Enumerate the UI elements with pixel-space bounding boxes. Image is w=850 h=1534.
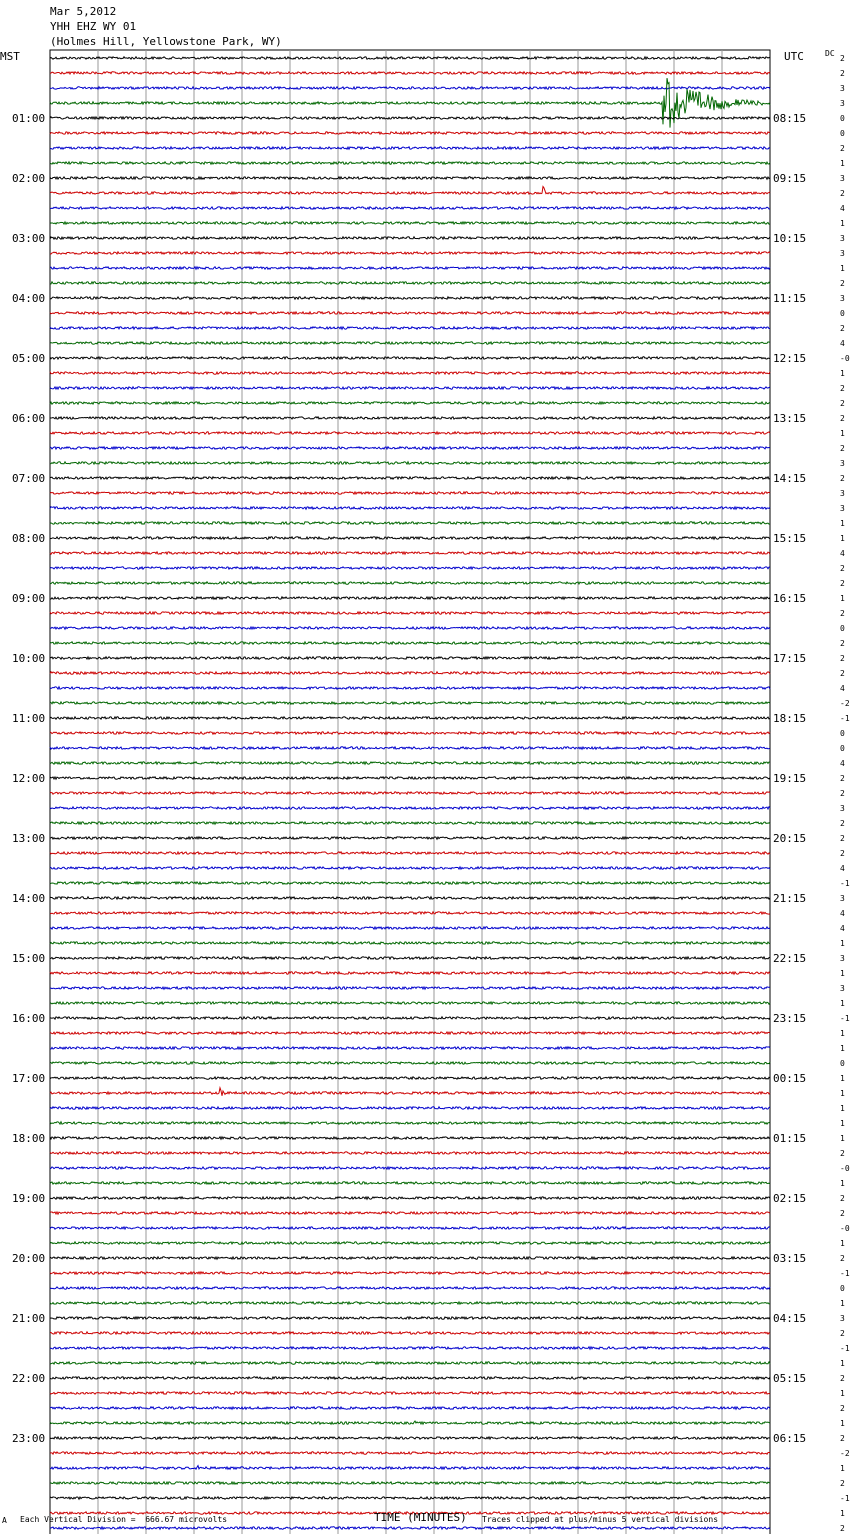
seismic-trace-row <box>50 1122 770 1124</box>
dc-offset-value: 1 <box>840 1044 845 1053</box>
left-hour-label: 12:00 <box>12 772 46 785</box>
dc-offset-value: 1 <box>840 1119 845 1128</box>
dc-offset-value: 3 <box>840 99 845 108</box>
dc-offset-value: 2 <box>840 639 845 648</box>
dc-offset-value: 2 <box>840 69 845 78</box>
seismic-trace-row <box>50 222 770 224</box>
dc-offset-value: 3 <box>840 804 845 813</box>
dc-offset-value: 2 <box>840 474 845 483</box>
seismic-trace-row <box>50 792 770 794</box>
seismic-trace-row <box>50 1212 770 1214</box>
dc-offset-value: 2 <box>840 1209 845 1218</box>
left-hour-label: 17:00 <box>12 1072 46 1085</box>
dc-offset-value: 2 <box>840 789 845 798</box>
right-hour-label: 18:15 <box>773 712 807 725</box>
dc-offset-value: 2 <box>840 774 845 783</box>
dc-offset-value: 3 <box>840 294 845 303</box>
dc-offset-value: 0 <box>840 744 845 753</box>
right-hour-label: 22:15 <box>773 952 807 965</box>
dc-offset-value: 2 <box>840 654 845 663</box>
dc-offset-value: 1 <box>840 1509 845 1518</box>
seismic-trace-row <box>50 387 770 389</box>
seismic-trace-row <box>50 162 770 164</box>
dc-offset-value: 1 <box>840 939 845 948</box>
left-hour-label: 20:00 <box>12 1252 46 1265</box>
dc-offset-value: 2 <box>840 444 845 453</box>
seismic-trace-row <box>50 732 770 734</box>
seismic-trace-row <box>50 237 770 239</box>
dc-offset-value: -2 <box>840 1449 850 1458</box>
dc-offset-value: 1 <box>840 429 845 438</box>
dc-offset-value: 2 <box>840 849 845 858</box>
seismic-trace-row <box>50 1137 770 1139</box>
seismic-trace-row <box>50 567 770 569</box>
left-hour-label: 05:00 <box>12 352 46 365</box>
dc-offset-value: 2 <box>840 1374 845 1383</box>
right-hour-label: 03:15 <box>773 1252 807 1265</box>
seismic-trace-row <box>50 612 770 614</box>
dc-offset-value: 1 <box>840 1419 845 1428</box>
dc-offset-value: 2 <box>840 834 845 843</box>
dc-offset-value: 2 <box>840 1149 845 1158</box>
seismic-trace-row <box>50 1182 770 1184</box>
left-hour-label: 16:00 <box>12 1012 46 1025</box>
right-hour-label: 12:15 <box>773 352 807 365</box>
seismic-trace-row <box>50 912 770 914</box>
dc-offset-value: 1 <box>840 1089 845 1098</box>
dc-offset-value: 1 <box>840 1134 845 1143</box>
left-hour-label: 09:00 <box>12 592 46 605</box>
x-axis-title: TIME (MINUTES) <box>374 1511 467 1524</box>
dc-offset-value: 2 <box>840 1404 845 1413</box>
seismic-trace-row <box>50 1227 770 1229</box>
seismic-trace-row <box>50 462 770 464</box>
dc-offset-value: 1 <box>840 594 845 603</box>
left-hour-label: 18:00 <box>12 1132 46 1145</box>
seismic-trace-row <box>50 552 770 554</box>
left-hour-label: 06:00 <box>12 412 46 425</box>
left-hour-label: 21:00 <box>12 1312 46 1325</box>
dc-offset-value: 1 <box>840 534 845 543</box>
left-hour-label: 14:00 <box>12 892 46 905</box>
dc-offset-value: 1 <box>840 1104 845 1113</box>
seismic-trace-row <box>50 1302 770 1304</box>
dc-offset-value: 3 <box>840 489 845 498</box>
seismic-trace-row <box>50 1047 770 1049</box>
left-hour-label: 02:00 <box>12 172 46 185</box>
seismic-trace-row <box>50 327 770 329</box>
seismic-trace-row <box>50 432 770 434</box>
seismic-trace-row <box>50 357 770 359</box>
right-hour-label: 00:15 <box>773 1072 807 1085</box>
seismic-trace-row <box>50 507 770 509</box>
right-hour-label: 14:15 <box>773 472 807 485</box>
dc-offset-value: 0 <box>840 624 845 633</box>
seismic-trace-row <box>50 972 770 974</box>
seismic-trace-row <box>50 1407 770 1409</box>
dc-offset-value: 1 <box>840 1299 845 1308</box>
dc-offset-value: -0 <box>840 354 850 363</box>
seismic-trace-row <box>50 597 770 599</box>
dc-offset-value: 2 <box>840 819 845 828</box>
corner-mark: A <box>2 1516 7 1525</box>
seismic-trace-row <box>50 1002 770 1004</box>
left-hour-label: 10:00 <box>12 652 46 665</box>
seismic-trace-row <box>50 57 770 59</box>
dc-offset-value: 0 <box>840 114 845 123</box>
dc-offset-value: 4 <box>840 909 845 918</box>
dc-offset-value: 1 <box>840 1359 845 1368</box>
right-hour-label: 15:15 <box>773 532 807 545</box>
right-hour-label: 01:15 <box>773 1132 807 1145</box>
dc-offset-value: -2 <box>840 699 850 708</box>
seismic-trace-row <box>50 942 770 944</box>
left-hour-label: 03:00 <box>12 232 46 245</box>
dc-offset-header: DC <box>825 49 835 58</box>
left-hour-label: 07:00 <box>12 472 46 485</box>
dc-offset-value: 2 <box>840 1254 845 1263</box>
dc-offset-value: 4 <box>840 759 845 768</box>
clipping-note: Traces clipped at plus/minus 5 vertical divisions <box>482 1515 719 1524</box>
seismic-trace-row <box>50 1437 770 1439</box>
dc-offset-value: -0 <box>840 1224 850 1233</box>
seismic-trace-row <box>50 147 770 149</box>
station-location: (Holmes Hill, Yellowstone Park, WY) <box>50 35 282 48</box>
dc-offset-value: 1 <box>840 219 845 228</box>
dc-offset-value: 3 <box>840 459 845 468</box>
seismic-trace-row <box>50 537 770 539</box>
left-hour-label: 08:00 <box>12 532 46 545</box>
seismic-trace-row <box>50 267 770 269</box>
dc-offset-value: 3 <box>840 1314 845 1323</box>
seismic-trace-row <box>50 1077 770 1079</box>
dc-offset-value: -1 <box>840 1344 850 1353</box>
right-hour-label: 08:15 <box>773 112 807 125</box>
seismic-trace-row <box>50 522 770 524</box>
left-hour-label: 04:00 <box>12 292 46 305</box>
right-hour-label: 11:15 <box>773 292 807 305</box>
vertical-scale-note: Each Vertical Division = 666.67 microvolts <box>20 1515 228 1524</box>
seismic-trace-row <box>50 957 770 959</box>
seismic-trace-row <box>50 372 770 374</box>
left-hour-label: 13:00 <box>12 832 46 845</box>
seismic-trace-row <box>50 1032 770 1034</box>
right-hour-label: 13:15 <box>773 412 807 425</box>
dc-offset-value: 3 <box>840 249 845 258</box>
seismic-trace-row <box>50 1088 770 1096</box>
seismic-trace-row <box>50 177 770 179</box>
seismic-trace-row <box>50 447 770 449</box>
right-hour-label: 05:15 <box>773 1372 807 1385</box>
dc-offset-value: -1 <box>840 879 850 888</box>
dc-offset-value: 2 <box>840 384 845 393</box>
right-hour-label: 19:15 <box>773 772 807 785</box>
seismic-trace-row <box>50 672 770 674</box>
seismic-trace-row <box>50 1466 770 1470</box>
dc-offset-value: 1 <box>840 369 845 378</box>
dc-offset-value: 2 <box>840 279 845 288</box>
right-hour-label: 17:15 <box>773 652 807 665</box>
dc-offset-value: 0 <box>840 309 845 318</box>
seismic-trace-row <box>50 687 770 689</box>
dc-offset-value: 3 <box>840 234 845 243</box>
seismic-trace-row <box>50 1257 770 1259</box>
seismic-trace-row <box>50 72 770 74</box>
seismic-trace-row <box>50 897 770 899</box>
seismic-trace-row <box>50 492 770 494</box>
dc-offset-value: 4 <box>840 924 845 933</box>
seismic-trace-row <box>50 642 770 644</box>
left-hour-label: 15:00 <box>12 952 46 965</box>
seismic-trace-row <box>50 207 770 209</box>
seismic-trace-row <box>50 807 770 809</box>
seismic-trace-row <box>50 777 770 779</box>
left-hour-label: 22:00 <box>12 1372 46 1385</box>
dc-offset-value: 1 <box>840 1029 845 1038</box>
dc-offset-value: 0 <box>840 1284 845 1293</box>
dc-offset-value: 1 <box>840 264 845 273</box>
left-hour-label: 01:00 <box>12 112 46 125</box>
seismic-trace-row <box>50 282 770 284</box>
dc-offset-value: 2 <box>840 564 845 573</box>
dc-offset-value: 1 <box>840 1239 845 1248</box>
station-code: YHH EHZ WY 01 <box>50 20 137 33</box>
dc-offset-value: 2 <box>840 324 845 333</box>
dc-offset-value: 2 <box>840 54 845 63</box>
seismic-trace-row <box>50 1362 770 1364</box>
seismic-trace-row <box>50 297 770 299</box>
seismic-trace-row <box>50 582 770 584</box>
seismic-trace-row <box>50 627 770 629</box>
dc-offset-value: 3 <box>840 174 845 183</box>
right-hour-label: 23:15 <box>773 1012 807 1025</box>
dc-offset-value: -0 <box>840 1164 850 1173</box>
seismic-trace-row <box>50 1272 770 1275</box>
dc-offset-value: 1 <box>840 999 845 1008</box>
seismic-trace-row <box>50 1152 770 1154</box>
seismic-trace-row <box>50 1527 770 1529</box>
dc-offset-value: 2 <box>840 579 845 588</box>
seismic-trace-row <box>50 1452 770 1454</box>
dc-offset-value: 1 <box>840 519 845 528</box>
seismic-trace-row <box>50 762 770 764</box>
right-hour-label: 02:15 <box>773 1192 807 1205</box>
seismic-trace-row <box>50 312 770 314</box>
seismic-trace-row <box>50 1482 770 1484</box>
seismic-trace-row <box>50 717 770 719</box>
seismic-trace-row <box>50 1377 770 1379</box>
seismic-trace-row <box>50 1107 770 1109</box>
right-hour-label: 16:15 <box>773 592 807 605</box>
seismic-trace-row <box>50 987 770 989</box>
dc-offset-value: 4 <box>840 549 845 558</box>
seismic-trace-row <box>50 78 770 128</box>
right-hour-label: 06:15 <box>773 1432 807 1445</box>
dc-offset-value: 2 <box>840 399 845 408</box>
seismic-trace-row <box>50 927 770 929</box>
seismic-trace-row <box>50 132 770 134</box>
seismic-trace-row <box>50 402 770 404</box>
seismic-trace-row <box>50 867 770 869</box>
dc-offset-value: 2 <box>840 669 845 678</box>
left-hour-label: 11:00 <box>12 712 46 725</box>
seismic-trace-row <box>50 1347 770 1349</box>
dc-offset-value: 3 <box>840 954 845 963</box>
seismic-trace-row <box>50 1287 770 1289</box>
dc-offset-value: 4 <box>840 864 845 873</box>
dc-offset-value: 2 <box>840 1194 845 1203</box>
dc-offset-value: 1 <box>840 1179 845 1188</box>
dc-offset-value: 4 <box>840 339 845 348</box>
seismic-trace-row <box>50 1242 770 1244</box>
seismic-trace-row <box>50 252 770 254</box>
left-hour-label: 19:00 <box>12 1192 46 1205</box>
seismic-trace-row <box>50 1332 770 1334</box>
dc-offset-value: 2 <box>840 1479 845 1488</box>
seismic-trace-row <box>50 417 770 419</box>
seismic-trace-row <box>50 852 770 854</box>
dc-offset-value: 4 <box>840 684 845 693</box>
seismic-trace-row <box>50 822 770 824</box>
dc-offset-value: 2 <box>840 414 845 423</box>
dc-offset-value: 3 <box>840 504 845 513</box>
left-timezone-label: MST <box>0 50 20 63</box>
dc-offset-value: 2 <box>840 1329 845 1338</box>
dc-offset-value: 1 <box>840 969 845 978</box>
right-hour-label: 10:15 <box>773 232 807 245</box>
dc-offset-value: -1 <box>840 1014 850 1023</box>
seismic-trace-row <box>50 187 770 195</box>
seismic-trace-row <box>50 837 770 839</box>
dc-offset-value: 4 <box>840 204 845 213</box>
dc-offset-value: 0 <box>840 1059 845 1068</box>
seismic-trace-row <box>50 882 770 884</box>
seismic-trace-row <box>50 1017 770 1019</box>
dc-offset-value: 1 <box>840 1464 845 1473</box>
dc-offset-value: 3 <box>840 84 845 93</box>
dc-offset-value: 2 <box>840 189 845 198</box>
seismic-trace-row <box>50 1421 770 1424</box>
seismic-trace-row <box>50 1497 770 1499</box>
left-hour-label: 23:00 <box>12 1432 46 1445</box>
right-hour-label: 21:15 <box>773 892 807 905</box>
dc-offset-value: -1 <box>840 1269 850 1278</box>
dc-offset-value: -1 <box>840 1494 850 1503</box>
seismic-trace-row <box>50 1392 770 1394</box>
right-timezone-label: UTC <box>784 50 804 63</box>
dc-offset-value: 2 <box>840 609 845 618</box>
seismic-trace-row <box>50 1317 770 1319</box>
seismic-trace-row <box>50 1167 770 1169</box>
dc-offset-value: -1 <box>840 714 850 723</box>
plot-frame <box>50 50 770 1534</box>
seismic-trace-row <box>50 87 770 89</box>
dc-offset-value: 2 <box>840 144 845 153</box>
dc-offset-value: 0 <box>840 129 845 138</box>
dc-offset-value: 0 <box>840 729 845 738</box>
right-hour-label: 04:15 <box>773 1312 807 1325</box>
seismic-trace-row <box>50 747 770 749</box>
seismic-trace-row <box>50 657 770 659</box>
seismic-trace-row <box>50 1062 770 1064</box>
dc-offset-value: 1 <box>840 1389 845 1398</box>
seismic-trace-row <box>50 477 770 479</box>
dc-offset-value: 2 <box>840 1434 845 1443</box>
plot-date: Mar 5,2012 <box>50 5 117 18</box>
seismic-trace-row <box>50 342 770 344</box>
seismic-trace-row <box>50 1197 770 1199</box>
seismic-trace-row <box>50 702 770 704</box>
dc-offset-value: 1 <box>840 159 845 168</box>
dc-offset-value: 1 <box>840 1074 845 1083</box>
right-hour-label: 20:15 <box>773 832 807 845</box>
dc-offset-value: 3 <box>840 894 845 903</box>
seismic-trace-row <box>50 117 770 119</box>
right-hour-label: 09:15 <box>773 172 807 185</box>
dc-offset-value: 2 <box>840 1524 845 1533</box>
dc-offset-value: 3 <box>840 984 845 993</box>
